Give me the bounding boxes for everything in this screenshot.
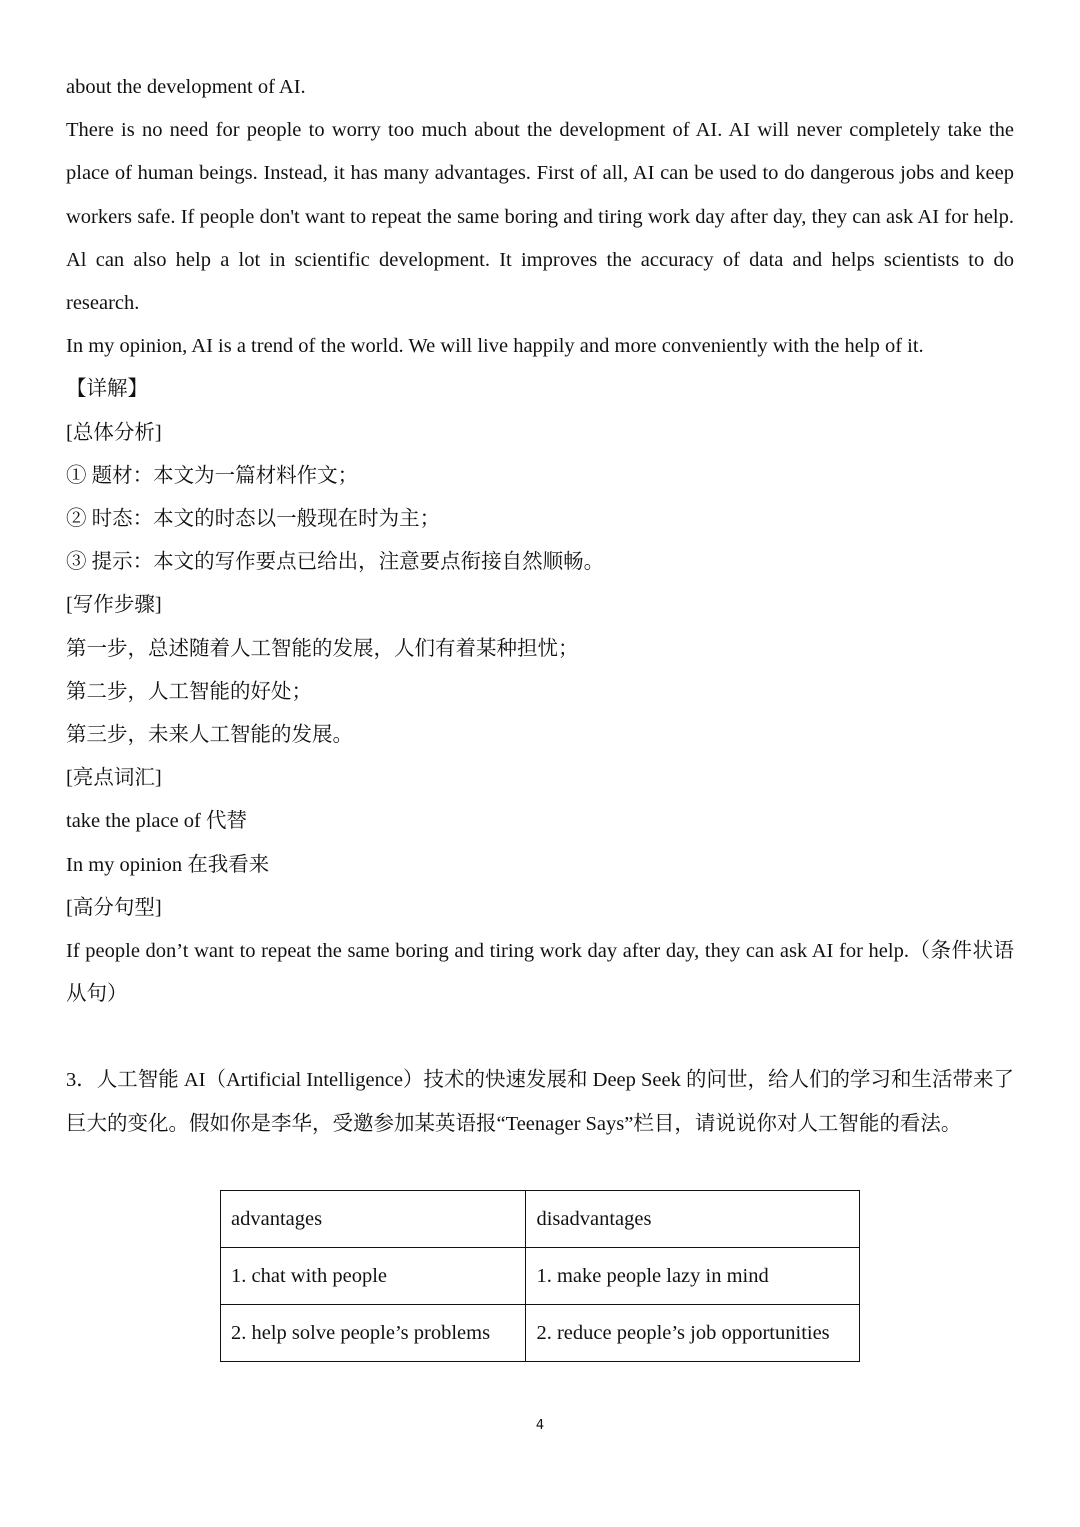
table-row <box>221 1305 860 1362</box>
essay-continuation: about the development of AI. <box>66 76 306 98</box>
section-gap <box>66 1016 1014 1059</box>
analysis-heading: 【详解】 <box>66 378 148 401</box>
writing-steps-heading: [写作步骤] <box>66 594 162 617</box>
analysis-point: ② 时态：本文的时态以一般现在时为主； <box>66 508 441 531</box>
table-cell: 1. chat with people <box>221 1248 526 1305</box>
table-header-cell: disadvantages <box>526 1191 860 1248</box>
table-cell: 1. make people lazy in mind <box>526 1248 860 1305</box>
table-header-cell: advantages <box>221 1191 526 1248</box>
writing-step: 第三步，未来人工智能的发展。 <box>66 724 353 747</box>
analysis-point: ① 题材：本文为一篇材料作文； <box>66 464 359 487</box>
page-number: 4 <box>535 1418 545 1433</box>
question-prompt: 3．人工智能 AI（Artificial Intelligence）技术的快速发展和 Deep Seek 的问世，给人们的学习和生活带来了巨大的变化。假如你是李华，受邀参加某英语报“Teenager Says”栏目，请说说你对人工智能的看法。 <box>66 1069 1014 1135</box>
sentence-heading: [高分句型] <box>66 896 162 919</box>
document-body <box>66 66 1014 1146</box>
writing-step: 第二步，人工智能的好处； <box>66 680 312 703</box>
vocab-heading: [亮点词汇] <box>66 767 162 790</box>
table-cell: 2. help solve people’s problems <box>221 1305 526 1362</box>
analysis-point: ③ 提示：本文的写作要点已给出，注意要点衔接自然顺畅。 <box>66 551 605 574</box>
overall-analysis-heading: [总体分析] <box>66 421 162 444</box>
table-row <box>221 1248 860 1305</box>
writing-step: 第一步，总述随着人工智能的发展，人们有着某种担忧； <box>66 637 579 660</box>
essay-paragraph-2: In my opinion, AI is a trend of the world. We will live happily and more conveniently with the help of it. <box>66 335 924 358</box>
essay-paragraph-1: There is no need for people to worry too much about the development of AI. AI will never completely take the place of human beings. Instead, it has many advantages. First of all, AI can be used to do dangerous jobs and keep workers safe. If people don't want to repeat the same boring and tiring work day after day, they can ask AI for help. Al can also help a lot in scientific development. It improves the accuracy of data and helps scientists to do research. <box>66 119 1014 315</box>
pros-cons-table <box>220 1190 860 1362</box>
vocab-item: In my opinion 在我看来 <box>66 853 270 876</box>
table-header-row <box>221 1191 860 1248</box>
table-cell: 2. reduce people’s job opportunities <box>526 1305 860 1362</box>
vocab-item: take the place of 代替 <box>66 810 248 833</box>
high-score-sentence: If people don’t want to repeat the same boring and tiring work day after day, they can ask AI for help.（条件状语从句） <box>66 940 1014 1006</box>
